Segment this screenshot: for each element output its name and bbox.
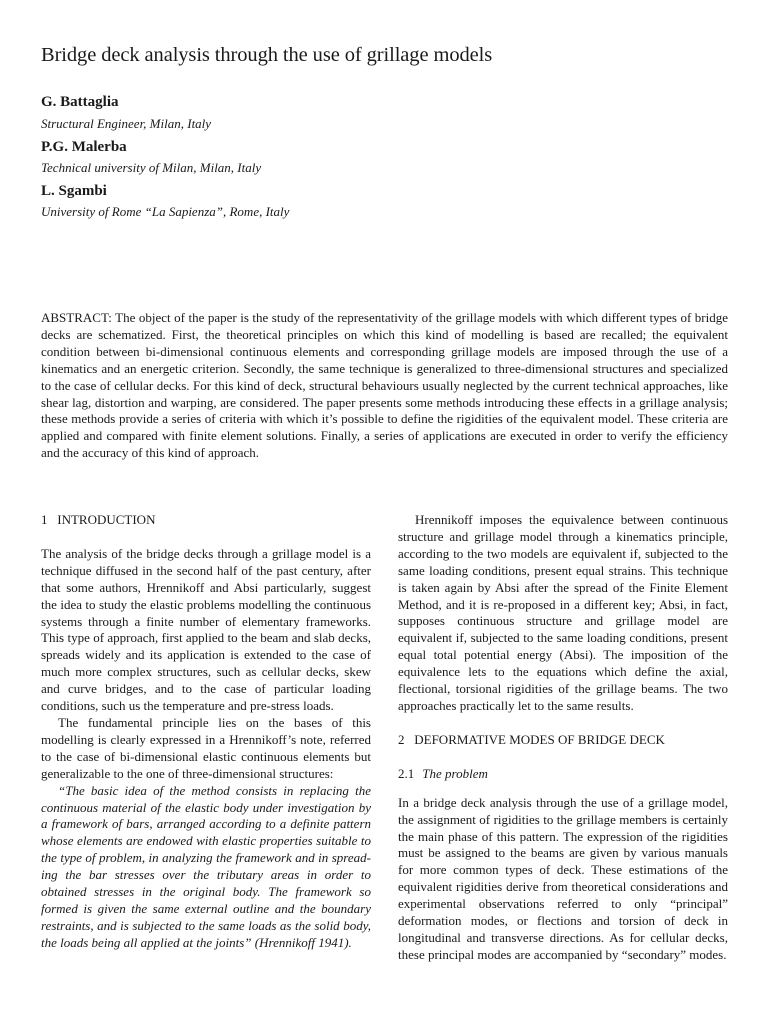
author-name: P.G. Malerba bbox=[41, 139, 127, 155]
author-affiliation: Technical university of Milan, Milan, Italy bbox=[41, 160, 262, 175]
section-title: INTRODUCTION bbox=[57, 512, 156, 527]
subsection-number: 2.1 bbox=[398, 765, 415, 781]
author-name: L. Sgambi bbox=[41, 183, 107, 199]
intro-paragraph: The fundamental principle lies on the bases of this modelling is clearly expressed in a Hrennikoff’s note, referred to the case of bi-dimensional elastic continuous elements but generalizable to the one of three-dimensional structures: bbox=[41, 714, 371, 781]
abstract: ABSTRACT: The object of the paper is the study of the representativity of the grillage models with which different types of bridge decks are schematized. First, the theoretical principles on which this kind of modelling is based are recalled; the equivalent condition between bi-dimensional continuous elements and corresponding grillage models are imposed through the use of a kinematics and an energetic criterion. Secondly, the same technique is generalized to three-dimensional structures and specialized to the case of cellular decks. For this kind of deck, structural behaviours usually neglected by the current technical approaches, like shear lag, distortion and warping, are considered. The paper presents some methods introducing these effects in a grillage analysis; these methods provide a series of criteria with which it’s possible to define the rigidities of the equivalent model. These criteria are applied and compared with finite element solutions. Finally, a series of applications are executed in order to verify the efficiency and the accuracy of this kind of approach. bbox=[41, 310, 728, 461]
right-column bbox=[398, 512, 728, 964]
intro-paragraph: The analysis of the bridge decks through a grillage model is a technique diffused in the second half of the past century, after that some authors, Hrennikoff and Absi particularly, suggest the idea to study the elastic problems modelling the continuous systems through a finite number of elementary frameworks. This type of approach, first applied to the beam and slab decks, spreads widely and its application is extended to the case of much more complex structures, such as cellular decks, skew and curve bridges, and to the case of particular loading conditions, such us the temperature and pre-stress loads. bbox=[41, 545, 371, 714]
left-column bbox=[41, 512, 371, 952]
intro-paragraph: Hrennikoff imposes the equivalence between continuous structure and grillage model through a kinematics principle, according to the two models are equivalent if, subjected to the same loading conditions, present equal strains. This technique is taken again by Absi after the spread of the Finite Element Method, and it is re-proposed in a different key; Absi, in fact, supposes continuous structure and grillage model are equivalent if, subjected to the same loading conditions, present equal total potential energy (Absi). The imposition of the equivalence lets to the equations which define the axial, flectional, torsional rigidities of the grillage beams. The two approaches practically let to the same results. bbox=[398, 512, 728, 713]
hrennikoff-quote: “The basic idea of the method consists in replacing the continuous material of the elastic body under investigation by a framework of bars, arranged according to a definite pattern whose elements are endowed with elastic properties suitable to the type of problem, in analyzing the framework and in spreading the bar stresses over the tributary areas in order to obtained stresses in the original body. The framework so formed is given the same external outline and the boundary restraints, and is subjected to the same loads as the solid body, the loads being all applied at the joints” (Hrennikoff 1941). bbox=[41, 782, 371, 950]
author-affiliation: Structural Engineer, Milan, Italy bbox=[41, 116, 212, 131]
section-title: DEFORMATIVE MODES OF BRIDGE DECK bbox=[414, 731, 665, 747]
section-heading bbox=[398, 732, 728, 749]
author-name: G. Battaglia bbox=[41, 94, 119, 110]
subsection-heading bbox=[398, 766, 728, 783]
paper-title: Bridge deck analysis through the use of grillage models bbox=[41, 44, 493, 66]
section-number: 1 bbox=[41, 512, 48, 527]
author-affiliation: University of Rome “La Sapienza”, Rome, Italy bbox=[41, 204, 290, 219]
section-heading bbox=[41, 512, 371, 529]
section-number: 2 bbox=[398, 731, 405, 747]
subsection-title: The problem bbox=[422, 765, 488, 781]
section-paragraph: In a bridge deck analysis through the use of a grillage model, the assignment of rigidities to the grillage members is certainly the main phase of this pattern. The expression of the rigidities must be assigned to the beams are given by various manuals for more common types of deck. These estimations of the equivalent rigidities derive from theoretical considerations and experimental observations referred to only “principal” deformation modes, or flections and torsion of deck in longitudinal and transverse directions. As for cellular decks, these principal modes are accompanied by “secondary” modes. bbox=[398, 794, 728, 962]
